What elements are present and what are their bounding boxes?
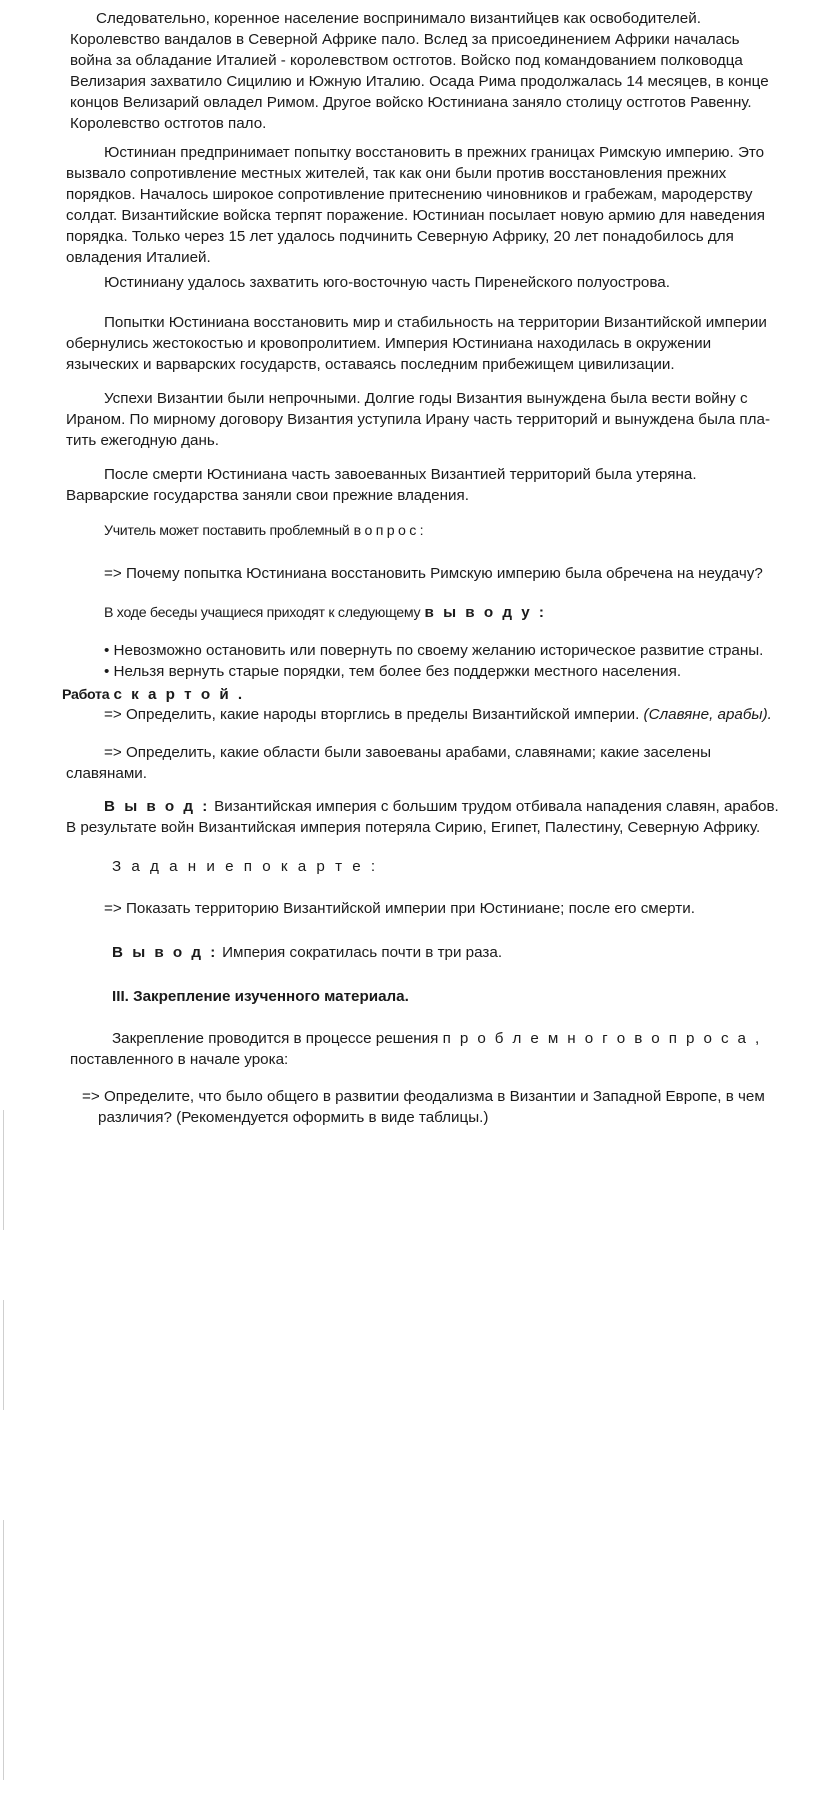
scan-edge-line (3, 1520, 4, 1780)
conclusion-text: Византийская империя с большим трудом отбивала нападения славян, арабов. В результате войн Византийская империя потеряла Сирию, Египет, Палестину, Северную Африку. (66, 798, 779, 836)
reinforcement-word: п р о б л е м н о г о в о п р о с а , (442, 1030, 762, 1047)
map-task-title: З а д а н и е п о к а р т е : (112, 858, 379, 875)
teacher-question-lead: Учитель может поставить проблемный (104, 523, 350, 539)
scan-edge-line (3, 1110, 4, 1230)
paragraph-justinian-restoration: Юстиниан предпринимает попытку восстановить в прежних границах Римскую империю. Это вызвало сопротивление местных жителей, так как они были против восстановления прежних порядков. Началось широкое сопротивление притеснению чиновников и грабежам, мародерству солдат. Византийские войска терпят поражение. Юстиниан посылает новую армию для наведения порядка. Только через 15 лет удалось подчинить Северную Африку, 20 лет понадобилось для овладения Италией. (66, 144, 765, 266)
question-why-failed: => Почему попытка Юстиниана восстановить Римскую империю была обречена на неудачу? (104, 565, 763, 582)
map-work-word: с к а р т о й . (113, 686, 245, 703)
map-work-line (62, 684, 462, 706)
map-work-lead: Работа (62, 687, 110, 703)
teacher-question-word: в о п р о с : (353, 523, 424, 539)
map-question-peoples-text: => Определить, какие народы вторглись в пределы Византийской империи. (104, 706, 640, 723)
bullet-item: • Нельзя вернуть старые порядки, тем более без поддержки местного населения. (104, 663, 682, 680)
scan-edge-line (3, 1300, 4, 1410)
conclusion-byzantium-losses (66, 796, 782, 838)
teacher-question-line (104, 520, 764, 542)
paragraph-iberian-peninsula: Юстиниану удалось захватить юго-восточную часть Пиренейского полуострова. (104, 274, 670, 291)
conclusion-intro-lead: В ходе беседы учащиеся приходят к следующему (104, 605, 421, 621)
reinforcement-tail: поставленного в начале урока: (70, 1051, 289, 1068)
map-task-question: => Показать территорию Византийской империи при Юстиниане; после его смерти. (104, 900, 695, 917)
bullet-list (104, 640, 784, 682)
bullet-item: • Невозможно остановить или повернуть по своему желанию историческое развитие страны. (104, 642, 764, 659)
final-question-feudalism: => Определите, что было общего в развитии феодализма в Византии и Западной Европе, в чем различия? (Рекомендуется оформить в виде таблицы.) (82, 1088, 765, 1126)
reinforcement-paragraph (70, 1028, 790, 1070)
map-question-regions: => Определить, какие области были завоеваны арабами, славянами; какие заселены славянами. (66, 744, 712, 782)
conclusion-label: В ы в о д : (112, 944, 218, 961)
paragraph-vandals-ostrogoths: Следовательно, коренное население воспринимало византийцев как освободителей. Королевство вандалов в Северной Африке пало. Вслед за присоединением Африки началась война за обладание Италией - королевством остготов. Войско под командованием полководца Велизария захватило Сицилию и Южную Италию. Осада Рима продолжалась 14 месяцев, в конце концов Велизарий овладел Римом. Другое войско Юстиниана заняло столицу остготов Равенну. Королевство остготов пало. (70, 10, 769, 132)
paragraph-after-death: После смерти Юстиниана часть завоеванных Византией территорий была утеряна. Варварские государства заняли свои прежние владения. (66, 466, 697, 504)
section-title-reinforcement: III. Закрепление изученного материала. (112, 988, 409, 1005)
map-question-peoples-answer: (Славяне, арабы). (643, 706, 772, 723)
conclusion-text: Империя сократилась почти в три раза. (222, 944, 503, 961)
conclusion-intro-line (104, 602, 764, 624)
conclusion-label: В ы в о д : (104, 798, 210, 815)
map-question-peoples (104, 704, 794, 725)
conclusion-intro-word: в ы в о д у : (424, 604, 547, 621)
conclusion-empire-shrank (112, 942, 712, 963)
paragraph-peace-attempts: Попытки Юстиниана восстановить мир и стабильность на территории Византийской империи обернулись жестокостью и кровопролитием. Империя Юстиниана находилась в окружении языческих и варварских государств, оставаясь последним прибежищем цивилизации. (66, 314, 767, 373)
reinforcement-lead: Закрепление проводится в процессе решения (112, 1030, 439, 1047)
paragraph-iran-war: Успехи Византии были непрочными. Долгие годы Византия вынуждена была вести войну с Ираном. По мирному договору Византия уступила Ирану часть территорий и вынуждена была пла-тить ежегодную дань. (66, 390, 771, 449)
